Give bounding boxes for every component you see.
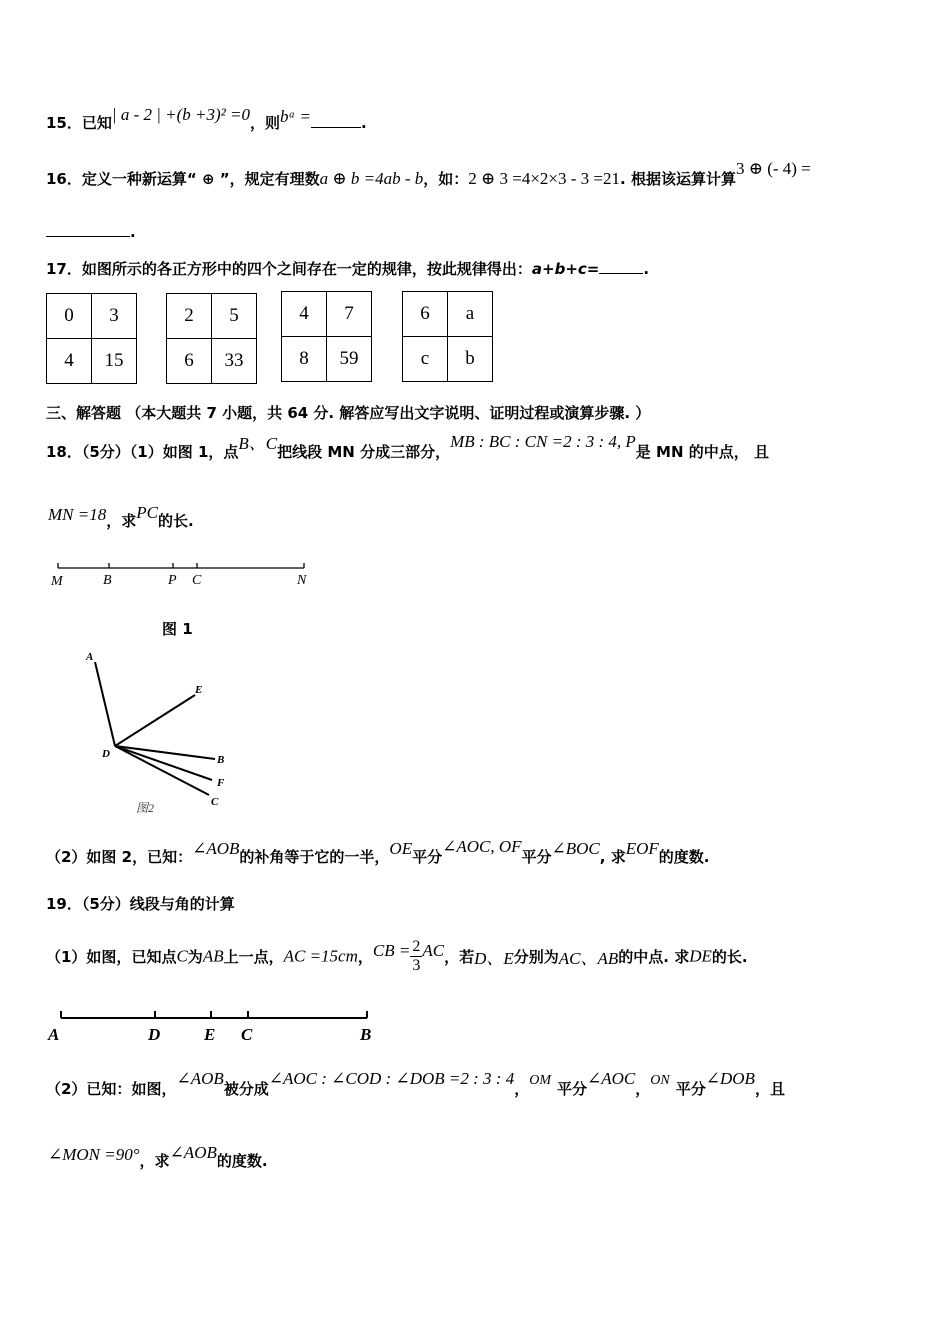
label-b: B	[217, 754, 225, 766]
q19-acv: AC	[422, 940, 445, 960]
q19-p1-c: 上一点，	[223, 948, 284, 966]
q18-mn: MN =18	[48, 505, 107, 524]
q19-sep2: ，	[635, 1080, 651, 1098]
q19-p1-e: 分别为	[513, 948, 559, 966]
figure-1-caption: 图 1	[162, 620, 193, 638]
q16-end: .	[130, 223, 136, 241]
q17-cell: 4	[47, 339, 92, 384]
q18-part2-a: （2）如图 2，已知：	[46, 848, 193, 866]
q19-ask2: 的度数.	[216, 1152, 268, 1170]
q18-pc: PC	[136, 503, 158, 522]
q19-frac-num: 2	[412, 938, 421, 955]
label-a: A	[48, 1025, 60, 1044]
ray-da	[95, 662, 115, 746]
q16-number: 16．	[46, 170, 82, 188]
q17-cell: 5	[212, 294, 257, 339]
q19-sep: ，	[514, 1080, 530, 1098]
label-c: C	[211, 796, 219, 808]
q19-om: OM	[529, 1073, 551, 1088]
q19-p2-a: （2）已知：如图，	[46, 1080, 177, 1098]
q18-line1	[46, 432, 769, 462]
q18-boc: ∠BOC	[551, 839, 600, 858]
section-3-title: 三、解答题 （本大题共 7 小题，共 64 分. 解答应写出文字说明、证明过程或演算步骤. ）	[46, 404, 651, 422]
q17-cell: 6	[167, 339, 212, 384]
q18-deg: 的度数.	[658, 848, 710, 866]
label-d: D	[102, 748, 110, 760]
ray-db	[115, 746, 215, 759]
q19-on: ON	[650, 1073, 670, 1088]
q17-cell: 4	[282, 292, 327, 337]
q19-de-pts: D、E	[474, 949, 514, 968]
label-f: F	[217, 777, 225, 789]
q15-expr2: bᵃ =	[280, 107, 311, 126]
figure-1	[46, 550, 326, 595]
q15-number: 15．	[46, 114, 82, 132]
q19-p1-a: （1）如图，已知点	[46, 948, 177, 966]
q19-aob2: ∠AOB	[169, 1143, 217, 1162]
q15	[46, 105, 367, 133]
ray-dc	[115, 746, 209, 795]
q19-comma: ，	[357, 948, 373, 966]
q19-frac-den: 3	[412, 957, 421, 974]
q17-cell: 15	[92, 339, 137, 384]
q17-cell: 33	[212, 339, 257, 384]
q17-cell: 3	[92, 294, 137, 339]
q18-bisect1: 平分	[412, 848, 443, 866]
q16-text1: 定义一种新运算“ ⊕ ”，规定有理数	[81, 170, 320, 188]
ray-df	[115, 746, 212, 780]
q15-end: .	[361, 114, 367, 132]
q19-part2-line2	[48, 1143, 268, 1171]
q18-line2	[48, 503, 194, 531]
q17-square-1	[46, 293, 137, 384]
q17-cell: 0	[47, 294, 92, 339]
q17-expr: a+b+c=	[531, 260, 600, 278]
q16-text2: ，如：	[423, 170, 469, 188]
q18-ask2: 的长.	[157, 512, 194, 530]
q19-ask: ，求	[139, 1152, 170, 1170]
q19-part2	[46, 1069, 785, 1099]
q17-text: 17．如图所示的各正方形中的四个之间存在一定的规律，按此规律得出：	[46, 260, 532, 278]
q17-square-3	[281, 291, 372, 382]
label-e: E	[195, 684, 203, 696]
q17-square-2	[166, 293, 257, 384]
q16-definition: a ⊕ b =4ab - b	[319, 169, 424, 188]
q19-part1	[46, 938, 748, 975]
q17-cell: c	[403, 337, 448, 382]
q16-calc: 3 ⊕ (- 4) =	[735, 159, 811, 178]
label-d: D	[148, 1025, 161, 1044]
label-n: N	[297, 573, 307, 588]
q16-answer-blank	[46, 222, 130, 237]
q17-square-4	[402, 291, 493, 382]
q15-expr: | a - 2 | +(b +3)² =0	[111, 105, 250, 124]
q18-points-bc: B、C	[238, 434, 278, 453]
q19-c: C	[176, 946, 188, 966]
q19-line-figure	[44, 1008, 384, 1048]
q16-text3: . 根据该运算计算	[620, 170, 736, 188]
q17-answer-blank	[599, 259, 643, 274]
q19-mon: ∠MON =90°	[48, 1145, 140, 1164]
q17-end: .	[643, 260, 650, 278]
label-m: M	[51, 574, 63, 589]
q18-eof: EOF	[625, 839, 659, 858]
q17-cell: 2	[167, 294, 212, 339]
q19-p2-b: 被分成	[223, 1080, 269, 1098]
q19-ratio: ∠AOC : ∠COD : ∠DOB =2 : 3 : 4	[268, 1069, 515, 1088]
q18-part2-b: 的补角等于它的一半，	[239, 848, 390, 866]
q19-fraction	[410, 938, 422, 975]
q19-p1-g: 的长.	[711, 948, 748, 966]
q16-example: 2 ⊕ 3 =4×2×3 - 3 =21	[468, 169, 621, 188]
label-b: B	[360, 1025, 372, 1044]
q18-number: 18．（5分）（1）如图 1，点	[46, 443, 239, 461]
label-a: A	[86, 651, 94, 663]
q18-aob: ∠AOB	[192, 839, 240, 858]
q19-bisect2: 平分	[675, 1080, 706, 1098]
q18-qiu: , 求	[599, 848, 626, 866]
q15-answer-blank	[311, 113, 361, 128]
label-c: C	[241, 1025, 253, 1044]
q16-answer-line	[46, 222, 136, 241]
q17-cell: 59	[327, 337, 372, 382]
q19-ac2: AC、AB	[558, 949, 619, 968]
q18-text2: 是 MN 的中点， 且	[635, 443, 769, 461]
q17-cell: b	[448, 337, 493, 382]
q16	[46, 159, 811, 189]
q18-aoc-of: ∠AOC, OF	[442, 837, 522, 856]
q18-oe: OE	[389, 839, 413, 858]
q19-p1-f: 的中点. 求	[618, 948, 690, 966]
q19-bisect: 平分	[557, 1080, 588, 1098]
q15-lead: 已知	[81, 114, 112, 132]
q19-p1-b: 为	[187, 948, 203, 966]
q19-ab: AB	[202, 946, 224, 966]
q17-cell: 7	[327, 292, 372, 337]
q17-cell: 6	[403, 292, 448, 337]
label-c: C	[192, 573, 202, 588]
q19-dob: ∠DOB	[705, 1069, 755, 1088]
q18-bisect2: 平分	[521, 848, 552, 866]
q19-aoc: ∠AOC	[587, 1069, 636, 1088]
q18-ratio: MB : BC : CN =2 : 3 : 4, P	[450, 432, 636, 451]
q19-p2-c: ，且	[754, 1080, 785, 1098]
q19-aob: ∠AOB	[176, 1069, 224, 1088]
label-b: B	[103, 573, 112, 588]
q17-cell: a	[448, 292, 493, 337]
q18-text1: 把线段 MN 分成三部分，	[277, 443, 451, 461]
q17-cell: 8	[282, 337, 327, 382]
figure-2-caption: 图2	[136, 801, 155, 815]
q19-de: DE	[689, 946, 712, 966]
q15-mid: ，则	[249, 114, 280, 132]
q18-part2	[46, 837, 710, 867]
q18-ask: ，求	[106, 512, 137, 530]
ray-de	[115, 695, 195, 746]
q19-p1-d: ，若	[444, 948, 475, 966]
q19-title: 19．（5分）线段与角的计算	[46, 895, 235, 913]
label-p: P	[168, 573, 177, 588]
q17-question	[46, 258, 649, 279]
figure-2	[82, 645, 242, 820]
q19-cb: CB =	[372, 940, 411, 960]
label-e: E	[204, 1025, 216, 1044]
q19-ac: AC =15cm	[283, 946, 358, 966]
